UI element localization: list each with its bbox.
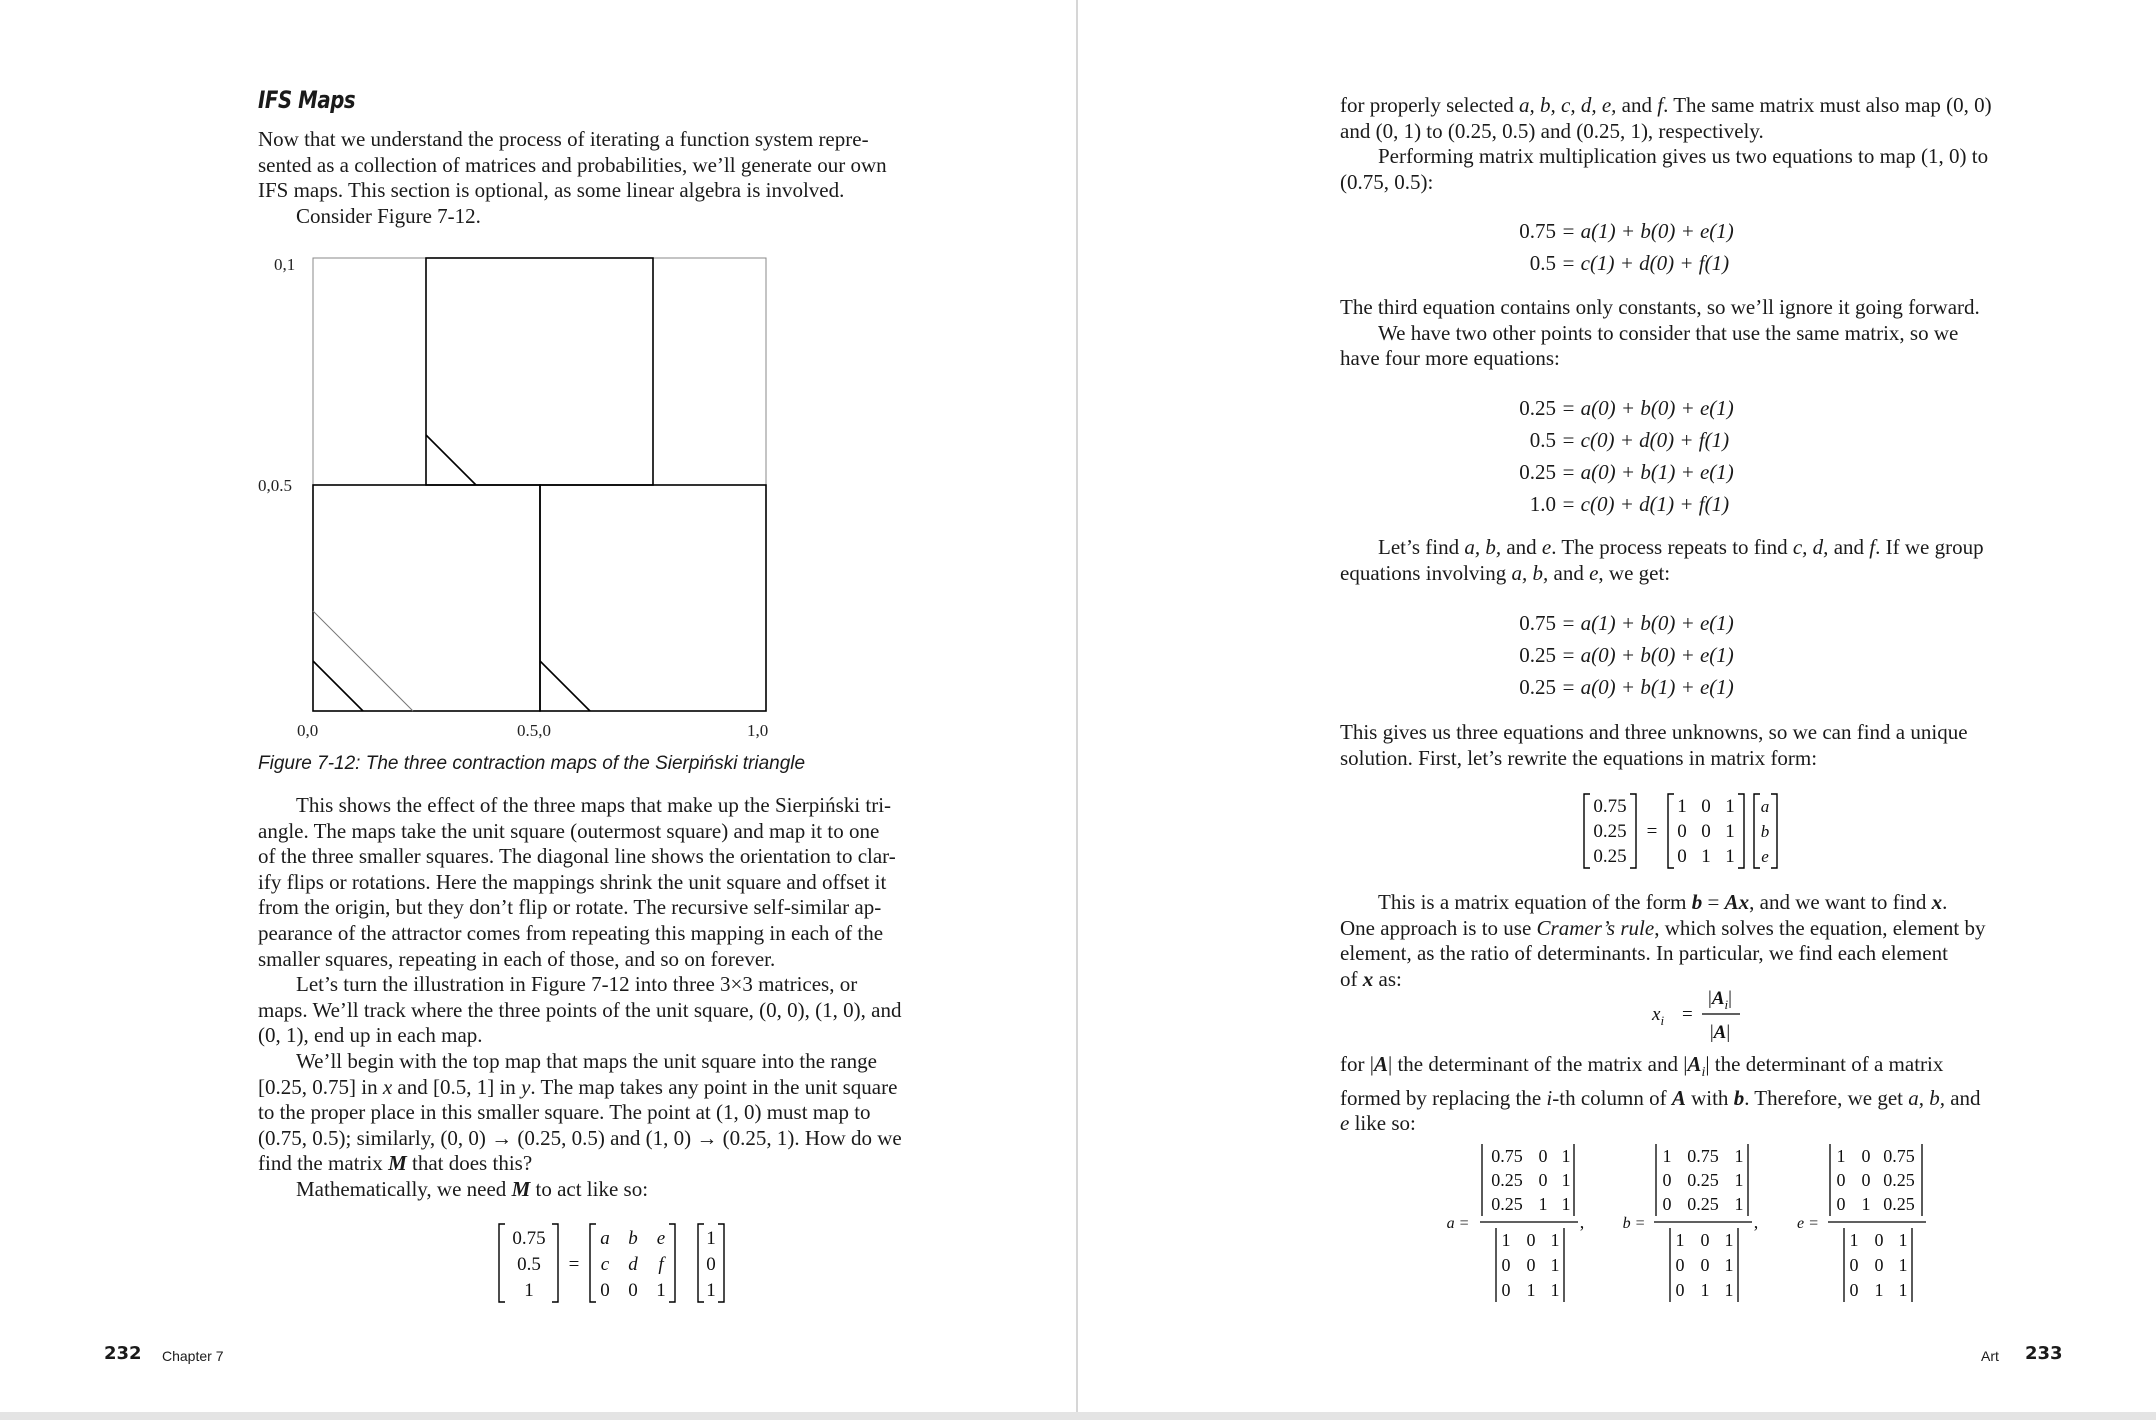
det-cell: 1 — [1898, 1230, 1908, 1250]
equation: 0.25 = a(0) + b(0) + e(1) — [1519, 643, 1734, 667]
text-line: for |A| the determinant of the matrix and $|A_i|$ the determinant of a matrix — [1340, 1052, 1944, 1081]
text-line: One approach is to use Cramer’s rule, which solves the equation, element by — [1340, 915, 1986, 940]
figure-7-12 — [250, 248, 790, 748]
equation-group-1 — [1488, 215, 1734, 279]
text-line: equations involving a, b, and e, we get: — [1340, 560, 1671, 585]
top-map-square — [426, 258, 653, 485]
matrix-cell: 0.75 — [1593, 796, 1627, 817]
cramer-numerator: $|A_i|$ — [1708, 988, 1732, 1012]
right-intro — [1340, 93, 2050, 195]
det-cell: 0 — [1849, 1280, 1859, 1300]
text-line: We’ll begin with the top map that maps the unit square into the range — [296, 1048, 877, 1073]
text-line: for properly selected a, b, c, d, e, and f. The same matrix must also map (0, 0) — [1340, 93, 1992, 117]
matrix-cell: 1 — [1725, 821, 1735, 842]
text-line: Performing matrix multiplication gives us two equations to map (1, 0) to — [1378, 144, 1989, 169]
det-cell: 0 — [1501, 1280, 1511, 1300]
text-line: pearance of the attractor comes from repeating this mapping in each of the — [258, 920, 884, 945]
bracket — [1584, 794, 1590, 868]
bracket — [1630, 794, 1636, 868]
matrix-cell: 0 — [1701, 821, 1711, 842]
det-cell: 1 — [1662, 1146, 1672, 1166]
text-line: element, as the ratio of determinants. In particular, we find each element — [1340, 941, 1948, 966]
det-cell: 1 — [1836, 1146, 1846, 1166]
det-cell: 0 — [1526, 1255, 1536, 1275]
det-cell: 0.25 — [1883, 1194, 1915, 1214]
matrix-cell: d — [628, 1254, 638, 1275]
matrix-cell: f — [658, 1254, 664, 1275]
text-line: of x as: — [1340, 966, 1402, 991]
text-line: formed by replacing the i-th column of A with b. Therefore, we get a, b, and — [1340, 1085, 1981, 1110]
equation-group-2 — [1488, 392, 1734, 520]
text-line: (0.75, 0.5): — [1340, 169, 1434, 194]
axis-label-origin: 0,0 — [297, 721, 319, 740]
right-para-6 — [1340, 1052, 2050, 1137]
det-cell: 0.25 — [1491, 1194, 1523, 1214]
matrix-cell: 0 — [600, 1280, 610, 1301]
matrix-cell: 1 — [1725, 846, 1735, 867]
intro-paragraph — [258, 127, 968, 229]
det-cell: 1 — [1724, 1280, 1734, 1300]
page-number: 233 — [2025, 1343, 2063, 1364]
equation: 0.5 = c(1) + d(0) + f(1) — [1529, 251, 1730, 275]
det-cell: 1 — [1724, 1255, 1734, 1275]
matrix-form-equation — [1580, 792, 1820, 872]
det-cell: 0 — [1526, 1230, 1536, 1250]
equals-sign: = — [568, 1254, 580, 1275]
running-head: Art — [1981, 1348, 1999, 1364]
text-line: Consider Figure 7-12. — [296, 203, 481, 228]
equation: 1.0 = c(0) + d(1) + f(1) — [1529, 492, 1730, 516]
separator: , — [1579, 1212, 1585, 1232]
det-cell: 0 — [1675, 1280, 1685, 1300]
det-cell: 0 — [1662, 1170, 1672, 1190]
page-number: 232 — [104, 1343, 142, 1364]
matrix-cell: a — [1760, 797, 1770, 816]
det-cell: 1 — [1501, 1230, 1511, 1250]
det-cell: 1 — [1874, 1280, 1884, 1300]
det-cell: 1 — [1550, 1280, 1560, 1300]
det-cell: 0 — [1662, 1194, 1672, 1214]
text-line: solution. First, let’s rewrite the equations in matrix form: — [1340, 745, 1818, 770]
right-para-5 — [1340, 890, 2050, 992]
det-cell: 0 — [1874, 1230, 1884, 1250]
running-head: Chapter 7 — [162, 1348, 224, 1364]
text-line: from the origin, but they don’t flip or rotate. The recursive self-similar ap- — [258, 895, 882, 920]
text-line: angle. The maps take the unit square (outermost square) and map it to one — [258, 818, 880, 843]
bracket — [669, 1224, 675, 1302]
matrix-cell: e — [656, 1228, 666, 1249]
text-line: (0, 1), end up in each map. — [258, 1023, 483, 1048]
equation: 0.75 = a(1) + b(0) + e(1) — [1519, 219, 1734, 243]
bracket — [499, 1224, 505, 1302]
text-line: find the matrix M that does this? — [258, 1151, 533, 1176]
cramers-rule-formula — [1648, 982, 1768, 1044]
det-cell: 1 — [1700, 1280, 1710, 1300]
det-cell: 1 — [1849, 1230, 1859, 1250]
text-line: IFS maps. This section is optional, as some linear algebra is involved. — [258, 178, 845, 203]
text-line: and (0, 1) to (0.25, 0.5) and (0.25, 1), respectively. — [1340, 118, 1764, 143]
det-cell: 0 — [1849, 1255, 1859, 1275]
matrix-cell: b — [628, 1228, 638, 1249]
matrix-cell: 1 — [1725, 796, 1735, 817]
text-line: Mathematically, we need M to act like so: — [296, 1176, 649, 1201]
equation: 0.25 = a(0) + b(1) + e(1) — [1519, 675, 1734, 699]
axis-label-top-left: 0,1 — [274, 255, 296, 274]
text-line: Let’s turn the illustration in Figure 7-12 into three 3×3 matrices, or — [296, 972, 858, 997]
right-para-2 — [1340, 295, 2050, 372]
det-cell: 0.25 — [1491, 1170, 1523, 1190]
det-cell: 0 — [1538, 1146, 1548, 1166]
text-line: Let’s find a, b, and e. The process repeats to find c, d, and f. If we group — [1378, 535, 1984, 559]
det-cell: 1 — [1675, 1230, 1685, 1250]
det-cell: 1 — [1538, 1194, 1548, 1214]
matrix-cell: 0.75 — [512, 1228, 546, 1249]
equals-sign: = — [1646, 821, 1658, 842]
text-line: [0.25, 0.75] in x and [0.5, 1] in y. The map takes any point in the unit square — [258, 1074, 898, 1099]
text-line: Now that we understand the process of iterating a function system repre- — [258, 127, 869, 151]
det-cell: 0.25 — [1687, 1170, 1719, 1190]
matrix-cell: e — [1761, 847, 1769, 866]
text-line: This shows the effect of the three maps that make up the Sierpiński tri- — [296, 793, 892, 817]
solution-label: b = — [1622, 1215, 1646, 1232]
matrix-cell: 1 — [524, 1280, 534, 1301]
det-cell: 1 — [1561, 1170, 1571, 1190]
cramer-lhs: $x_i$ — [1652, 1004, 1665, 1028]
det-cell: 1 — [1526, 1280, 1536, 1300]
axis-label-right-bottom: 1,0 — [747, 721, 769, 740]
bottom-right-orientation-line — [540, 661, 590, 711]
cramer-denominator: |A| — [1709, 1022, 1731, 1043]
bracket — [1771, 794, 1777, 868]
matrix-cell: 0.25 — [1593, 821, 1627, 842]
text-line: sented as a collection of matrices and probabilities, we’ll generate our own — [258, 152, 887, 177]
axis-label-mid-bottom: 0.5,0 — [517, 721, 551, 740]
bracket — [590, 1224, 596, 1302]
matrix-cell: 1 — [656, 1280, 666, 1301]
right-page — [1078, 0, 2156, 1412]
bracket — [718, 1224, 724, 1302]
text-line: have four more equations: — [1340, 346, 1560, 371]
text-line: ify flips or rotations. Here the mappings shrink the unit square and offset it — [258, 869, 887, 894]
det-cell: 0.25 — [1687, 1194, 1719, 1214]
text-line: maps. We’ll track where the three points of the unit square, (0, 0), (1, 0), and — [258, 997, 902, 1022]
det-cell: 1 — [1724, 1230, 1734, 1250]
solution-label: a = — [1446, 1215, 1470, 1232]
left-page — [0, 0, 1076, 1412]
det-cell: 1 — [1734, 1194, 1744, 1214]
matrix-cell: 0 — [1677, 846, 1687, 867]
matrix-cell: 0 — [1677, 821, 1687, 842]
matrix-cell: 1 — [1701, 846, 1711, 867]
matrix-cell: 1 — [1677, 796, 1687, 817]
body-paragraphs — [258, 793, 968, 1203]
det-cell: 0 — [1700, 1230, 1710, 1250]
equation: 0.25 = a(0) + b(1) + e(1) — [1519, 460, 1734, 484]
det-cell: 0.25 — [1883, 1170, 1915, 1190]
text-line: of the three smaller squares. The diagonal line shows the orientation to clar- — [258, 844, 896, 869]
bracket — [552, 1224, 558, 1302]
cramer-solutions — [1438, 1140, 2058, 1310]
det-cell: 1 — [1898, 1255, 1908, 1275]
right-para-3 — [1340, 535, 2050, 586]
det-cell: 0.75 — [1687, 1146, 1719, 1166]
axis-label-mid-left: 0,0.5 — [258, 476, 292, 495]
matrix-cell: 0.5 — [517, 1254, 541, 1275]
matrix-cell: 0 — [628, 1280, 638, 1301]
matrix-cell: 0 — [706, 1254, 716, 1275]
solution-label: e = — [1797, 1215, 1819, 1232]
equation: 0.25 = a(0) + b(0) + e(1) — [1519, 396, 1734, 420]
equals-sign: = — [1682, 1004, 1693, 1025]
det-cell: 0 — [1836, 1170, 1846, 1190]
det-cell: 1 — [1734, 1146, 1744, 1166]
text-line: smaller squares, repeating in each of those, and so on forever. — [258, 946, 776, 971]
top-orientation-line — [426, 435, 476, 485]
det-cell: 1 — [1898, 1280, 1908, 1300]
section-heading: IFS Maps — [258, 86, 356, 114]
matrix-cell: c — [600, 1254, 610, 1275]
det-cell: 1 — [1550, 1255, 1560, 1275]
matrix-cell: 1 — [706, 1228, 716, 1249]
matrix-cell: a — [600, 1228, 610, 1249]
det-cell: 0 — [1861, 1170, 1871, 1190]
det-cell: 1 — [1861, 1194, 1871, 1214]
text-line: This gives us three equations and three unknowns, so we can find a unique — [1340, 720, 1968, 744]
viewer-bottom-edge — [0, 1412, 2156, 1420]
equation: 0.75 = a(1) + b(0) + e(1) — [1519, 611, 1734, 635]
det-cell: 0 — [1675, 1255, 1685, 1275]
bracket — [698, 1224, 704, 1302]
bottom-left-map-square — [313, 485, 540, 711]
bracket — [1738, 794, 1744, 868]
det-cell: 1 — [1550, 1230, 1560, 1250]
matrix-cell: 1 — [706, 1280, 716, 1301]
det-cell: 0 — [1861, 1146, 1871, 1166]
text-line: e like so: — [1340, 1111, 1416, 1136]
text-line: (0.75, 0.5); similarly, (0, 0) → (0.25, 0.5) and (1, 0) → (0.25, 1). How do we — [258, 1125, 902, 1150]
right-para-4 — [1340, 720, 2050, 771]
text-line: to the proper place in this smaller square. The point at (1, 0) must map to — [258, 1100, 871, 1125]
separator: , — [1753, 1212, 1759, 1232]
det-cell: 1 — [1561, 1146, 1571, 1166]
det-cell: 0.75 — [1491, 1146, 1523, 1166]
equation: 0.5 = c(0) + d(0) + f(1) — [1529, 428, 1730, 452]
det-cell: 0 — [1836, 1194, 1846, 1214]
unit-orientation-line — [313, 611, 413, 711]
bottom-left-orientation-line — [313, 661, 363, 711]
bracket — [1754, 794, 1760, 868]
equation-group-3 — [1488, 607, 1734, 703]
det-cell: 1 — [1561, 1194, 1571, 1214]
det-cell: 0.75 — [1883, 1146, 1915, 1166]
matrix-equation-m — [495, 1222, 745, 1306]
det-cell: 0 — [1501, 1255, 1511, 1275]
det-cell: 0 — [1874, 1255, 1884, 1275]
text-line: We have two other points to consider that use the same matrix, so we — [1378, 320, 1959, 345]
matrix-cell: b — [1760, 822, 1770, 841]
det-cell: 1 — [1734, 1170, 1744, 1190]
text-line: This is a matrix equation of the form b = Ax, and we want to find x. — [1378, 890, 1948, 914]
matrix-cell: 0 — [1701, 796, 1711, 817]
matrix-cell: 0.25 — [1593, 846, 1627, 867]
text-line: The third equation contains only constants, so we’ll ignore it going forward. — [1340, 295, 1980, 319]
figure-caption: Figure 7-12: The three contraction maps of the Sierpiński triangle — [258, 753, 806, 774]
det-cell: 0 — [1700, 1255, 1710, 1275]
det-cell: 0 — [1538, 1170, 1548, 1190]
bracket — [1668, 794, 1674, 868]
bottom-right-map-square — [540, 485, 766, 711]
